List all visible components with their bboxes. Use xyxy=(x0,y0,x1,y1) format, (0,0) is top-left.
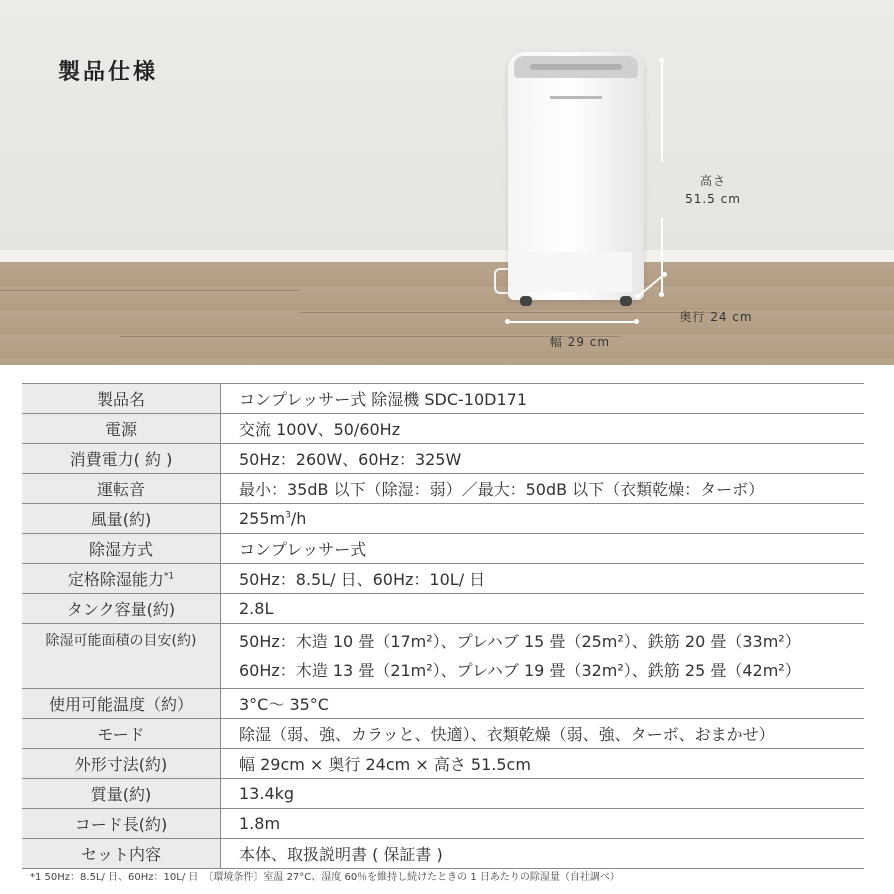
spec-row-dimensions xyxy=(22,749,864,779)
spec-value: 3°C〜 35°C xyxy=(221,689,865,719)
footnote: *1 50Hz：8.5L/ 日、60Hz：10L/ 日 〔環境条件〕室温 27°C、湿度 60％を維持し続けたときの 1 日あたりの除湿量（自社調べ） xyxy=(30,872,620,883)
spec-label: 電源 xyxy=(22,414,221,444)
width-dot-right xyxy=(634,319,639,324)
footnote-marker: *1 xyxy=(163,571,175,582)
width-label: 幅 29 cm xyxy=(549,335,611,349)
spec-row-area xyxy=(22,624,864,689)
spec-label: 製品名 xyxy=(22,384,221,414)
spec-row-capacity xyxy=(22,564,864,594)
wheel-right xyxy=(620,296,632,306)
height-label: 高さ xyxy=(699,174,726,188)
top-handle xyxy=(514,56,638,78)
spec-table xyxy=(22,383,864,869)
spec-label: 外形寸法(約) xyxy=(22,749,221,779)
spec-label: 定格除湿能力$^{*1}$ xyxy=(22,564,221,594)
depth-dot-top xyxy=(662,272,667,277)
spec-label: 風量(約) xyxy=(22,504,221,534)
spec-row-product-name xyxy=(22,384,864,414)
spec-row-consumption xyxy=(22,444,864,474)
spec-value: 本体、取扱説明書 ( 保証書 ) xyxy=(221,839,865,869)
spec-row-noise xyxy=(22,474,864,504)
dehumidifier-illustration xyxy=(508,52,644,300)
spec-value: 2.8L xyxy=(221,594,865,624)
spec-value: 最小：35dB 以下（除湿：弱）／最大：50dB 以下（衣類乾燥：ターボ） xyxy=(221,474,865,504)
brand-mark xyxy=(550,96,602,99)
spec-label: タンク容量(約) xyxy=(22,594,221,624)
front-panel xyxy=(520,252,632,292)
wall xyxy=(0,0,894,250)
spec-value: 50Hz：260W、60Hz：325W xyxy=(221,444,865,474)
spec-value: 50Hz：木造 10 畳（17m²）、プレハブ 15 畳（25m²）、鉄筋 20 畳（33m²） 60Hz：木造 13 畳（21m²）、プレハブ 19 畳（32m²）、鉄筋 25 畳（42m²） xyxy=(221,624,865,689)
spec-label: セット内容 xyxy=(22,839,221,869)
spec-row-mode xyxy=(22,719,864,749)
spec-row-cord xyxy=(22,809,864,839)
spec-label: 除湿方式 xyxy=(22,534,221,564)
spec-value: $255m^3/h$ xyxy=(221,504,865,534)
spec-row-contents xyxy=(22,839,864,869)
spec-label: 除湿可能面積の目安(約) xyxy=(22,624,221,689)
spec-row-weight xyxy=(22,779,864,809)
spec-value: 1.8m xyxy=(221,809,865,839)
spec-row-power xyxy=(22,414,864,444)
spec-label: 使用可能温度（約） xyxy=(22,689,221,719)
spec-label: 質量(約) xyxy=(22,779,221,809)
spec-value: 13.4kg xyxy=(221,779,865,809)
product-photo xyxy=(0,0,894,365)
height-line-upper xyxy=(661,60,663,162)
spec-label: 運転音 xyxy=(22,474,221,504)
spec-value: コンプレッサー式 除湿機 SDC-10D171 xyxy=(221,384,865,414)
wheel-left xyxy=(520,296,532,306)
spec-value: 交流 100V、50/60Hz xyxy=(221,414,865,444)
spec-row-temperature xyxy=(22,689,864,719)
height-dot-bottom xyxy=(659,292,664,297)
page-title: 製品仕様 xyxy=(58,60,159,85)
spec-row-airflow xyxy=(22,504,864,534)
spec-label: 消費電力( 約 ) xyxy=(22,444,221,474)
spec-label: コード長(約) xyxy=(22,809,221,839)
width-line xyxy=(508,321,636,323)
spec-value: 50Hz：8.5L/ 日、60Hz：10L/ 日 xyxy=(221,564,865,594)
spec-row-method xyxy=(22,534,864,564)
spec-label: モード xyxy=(22,719,221,749)
spec-value: コンプレッサー式 xyxy=(221,534,865,564)
depth-dot-bottom xyxy=(635,294,640,299)
height-line-lower xyxy=(661,218,663,294)
depth-label: 奥行 24 cm xyxy=(679,310,753,324)
spec-row-tank xyxy=(22,594,864,624)
height-value: 51.5 cm xyxy=(685,192,741,206)
spec-value: 除湿（弱、強、カラッと、快適）、衣類乾燥（弱、強、ターボ、おまかせ） xyxy=(221,719,865,749)
spec-value: 幅 29cm × 奥行 24cm × 高さ 51.5cm xyxy=(221,749,865,779)
